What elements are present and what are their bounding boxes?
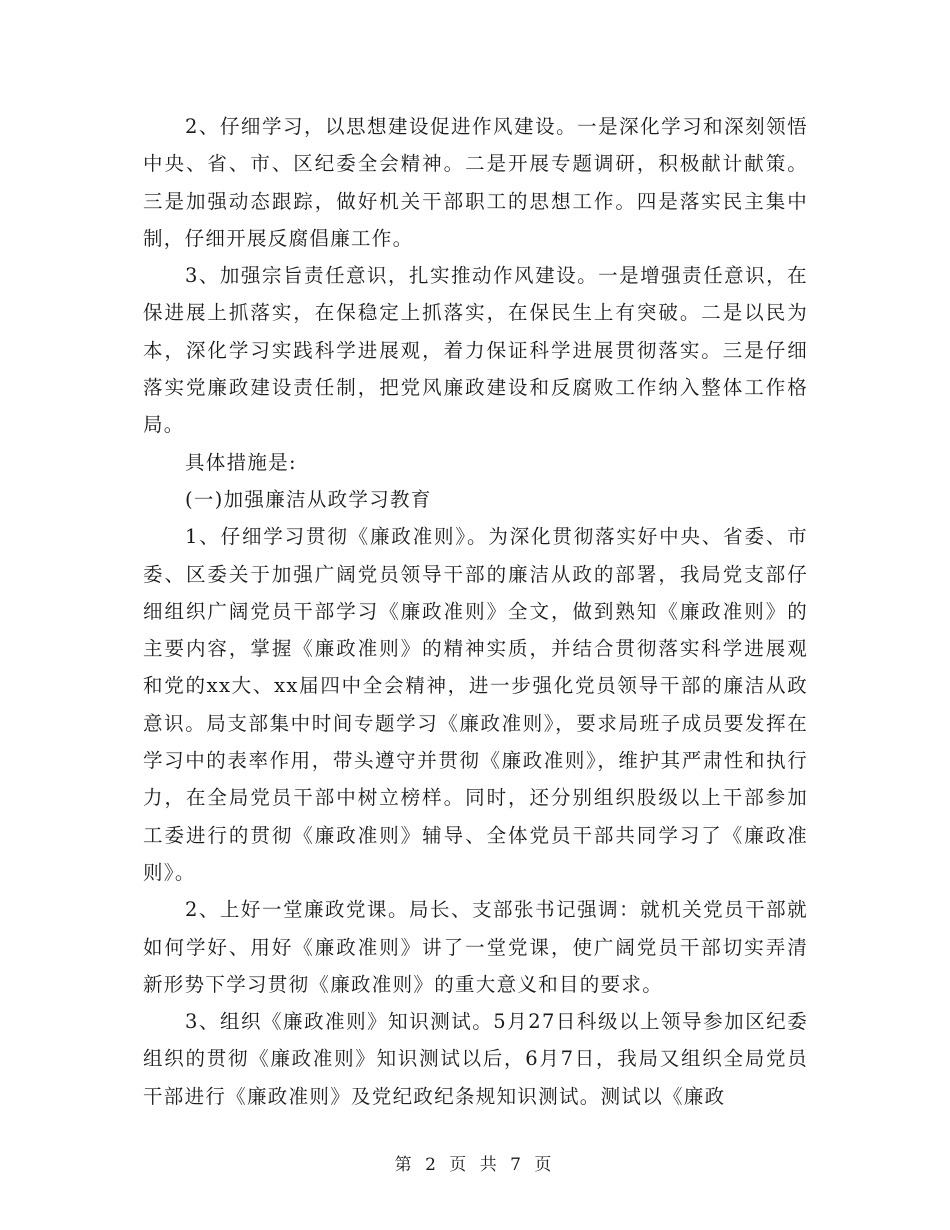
paragraph-thought-building: 2、仔细学习，以思想建设促进作风建设。一是深化学习和深刻领悟中央、省、市、区纪委全会精神。二是开展专题调研，积极献计献策。三是加强动态跟踪，做好机关干部职工的思想工作。四是落实民主集中制，仔细开展反腐倡廉工作。: [143, 115, 808, 250]
paragraph-party-lecture: 2、上好一堂廉政党课。局长、支部张书记强调：就机关党员干部就如何学好、用好《廉政准则》讲了一堂党课，使广阔党员干部切实弄清新形势下学习贯彻《廉政准则》的重大意义和目的要求。: [143, 898, 808, 996]
paragraph-study-guidelines: 1、仔细学习贯彻《廉政准则》。为深化贯彻落实好中央、省委、市委、区委关于加强广阔党员领导干部的廉洁从政的部署，我局党支部仔细组织广阔党员干部学习《廉政准则》全文，做到熟知《廉政准则》的主要内容，掌握《廉政准则》的精神实质，并结合贯彻落实科学进展观和党的xx大、xx届四中全会精神，进一步强化党员领导干部的廉洁从政意识。局支部集中时间专题学习《廉政准则》，要求局班子成员要发挥在学习中的表率作用，带头遵守并贯彻《廉政准则》，维护其严肃性和执行力，在全局党员干部中树立榜样。同时，还分别组织股级以上干部参加工委进行的贯彻《廉政准则》辅导、全体党员干部共同学习了《廉政准则》。: [143, 525, 808, 884]
document-body: [143, 108, 808, 1115]
paragraph-measures-intro: 具体措施是:: [185, 450, 297, 474]
paragraph-knowledge-test: 3、组织《廉政准则》知识测试。5月27日科级以上领导参加区纪委组织的贯彻《廉政准则》知识测试以后，6月7日，我局又组织全局党员干部进行《廉政准则》及党纪政纪条规知识测试。测试以《廉政: [143, 1010, 808, 1108]
paragraph-responsibility-awareness: 3、加强宗旨责任意识，扎实推动作风建设。一是增强责任意识，在保进展上抓落实，在保稳定上抓落实，在保民生上有突破。二是以民为本，深化学习实践科学进展观，着力保证科学进展贯彻落实。三是仔细落实党廉政建设责任制，把党风廉政建设和反腐败工作纳入整体工作格局。: [143, 264, 808, 437]
section-heading-education: (一)加强廉洁从政学习教育: [185, 487, 432, 511]
page-footer: 第 2 页 共 7 页: [394, 1155, 556, 1175]
